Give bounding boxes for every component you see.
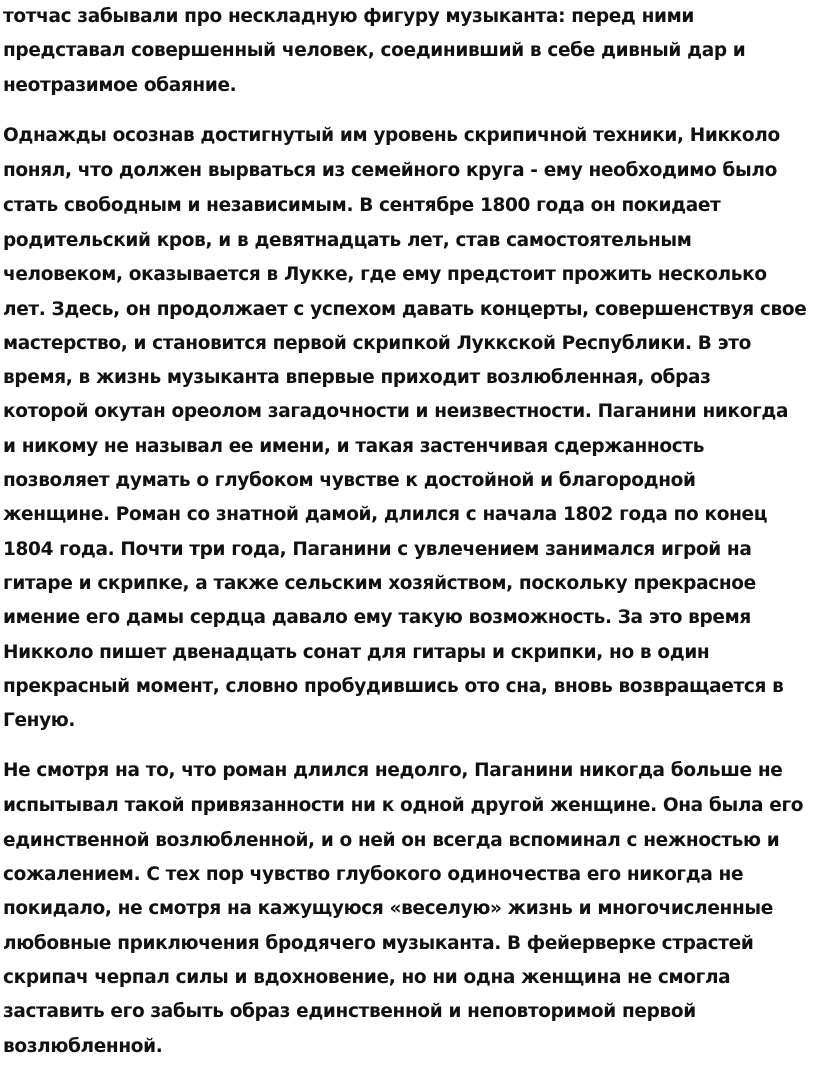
text-line: сожалением. С тех пор чувство глубокого одиночества его никогда не [3, 864, 744, 885]
text-line: возлюбленной. [3, 1036, 163, 1057]
text-line: и никому не называл ее имени, и такая застенчивая сдержанность [3, 436, 705, 457]
text-line: испытывал такой привязанности ни к одной другой женщине. Она была его [3, 795, 804, 816]
text-line: представал совершенный человек, соединивший в себе дивный дар и [3, 40, 746, 61]
text-line: прекрасный момент, словно пробудившись ото сна, вновь возвращается в [3, 676, 784, 697]
text-line: женщине. Роман со знатной дамой, длился с начала 1802 года по конец [3, 504, 768, 525]
text-line: человеком, оказывается в Лукке, где ему предстоит прожить несколько [3, 264, 767, 285]
text-line: 1804 года. Почти три года, Паганини с увлечением занимался игрой на [3, 539, 752, 560]
text-line: Геную. [3, 710, 76, 731]
text-line: покидало, не смотря на кажущуюся «веселую» жизнь и многочисленные [3, 898, 773, 919]
text-line: лет. Здесь, он продолжает с успехом давать концерты, совершенствуя свое [3, 299, 807, 320]
text-line: родительский кров, и в девятнадцать лет, став самостоятельным [3, 230, 692, 251]
text-line: неотразимое обаяние. [3, 75, 237, 96]
text-line: заставить его забыть образ единственной и неповторимой первой [3, 1001, 696, 1022]
text-line: понял, что должен вырваться из семейного круга - ему необходимо было [3, 160, 777, 181]
text-line: единственной возлюбленной, и о ней он всегда вспоминал с нежностью и [3, 830, 780, 851]
text-line: имение его дамы сердца давало ему такую возможность. За это время [3, 607, 751, 628]
text-line: тотчас забывали про нескладную фигуру музыканта: перед ними [3, 6, 695, 27]
text-line: скрипач черпал силы и вдохновение, но ни одна женщина не смогла [3, 967, 731, 988]
text-line: Однажды осознав достигнутый им уровень скрипичной техники, Никколо [3, 125, 780, 146]
text-line: позволяет думать о глубоком чувстве к достойной и благородной [3, 470, 696, 491]
text-line: Никколо пишет двенадцать сонат для гитары и скрипки, но в один [3, 642, 710, 663]
text-line: мастерство, и становится первой скрипкой Луккской Республики. В это [3, 333, 751, 354]
text-line: гитаре и скрипке, а также сельским хозяйством, поскольку прекрасное [3, 573, 756, 594]
text-line: Не смотря на то, что роман длился недолго, Паганини никогда больше не [3, 760, 783, 781]
text-line: время, в жизнь музыканта впервые приходит возлюбленная, образ [3, 367, 711, 388]
text-line: стать свободным и независимым. В сентябре 1800 года он покидает [3, 195, 721, 216]
text-line: которой окутан ореолом загадочности и неизвестности. Паганини никогда [3, 401, 789, 422]
text-line: любовные приключения бродячего музыканта. В фейерверке страстей [3, 933, 754, 954]
